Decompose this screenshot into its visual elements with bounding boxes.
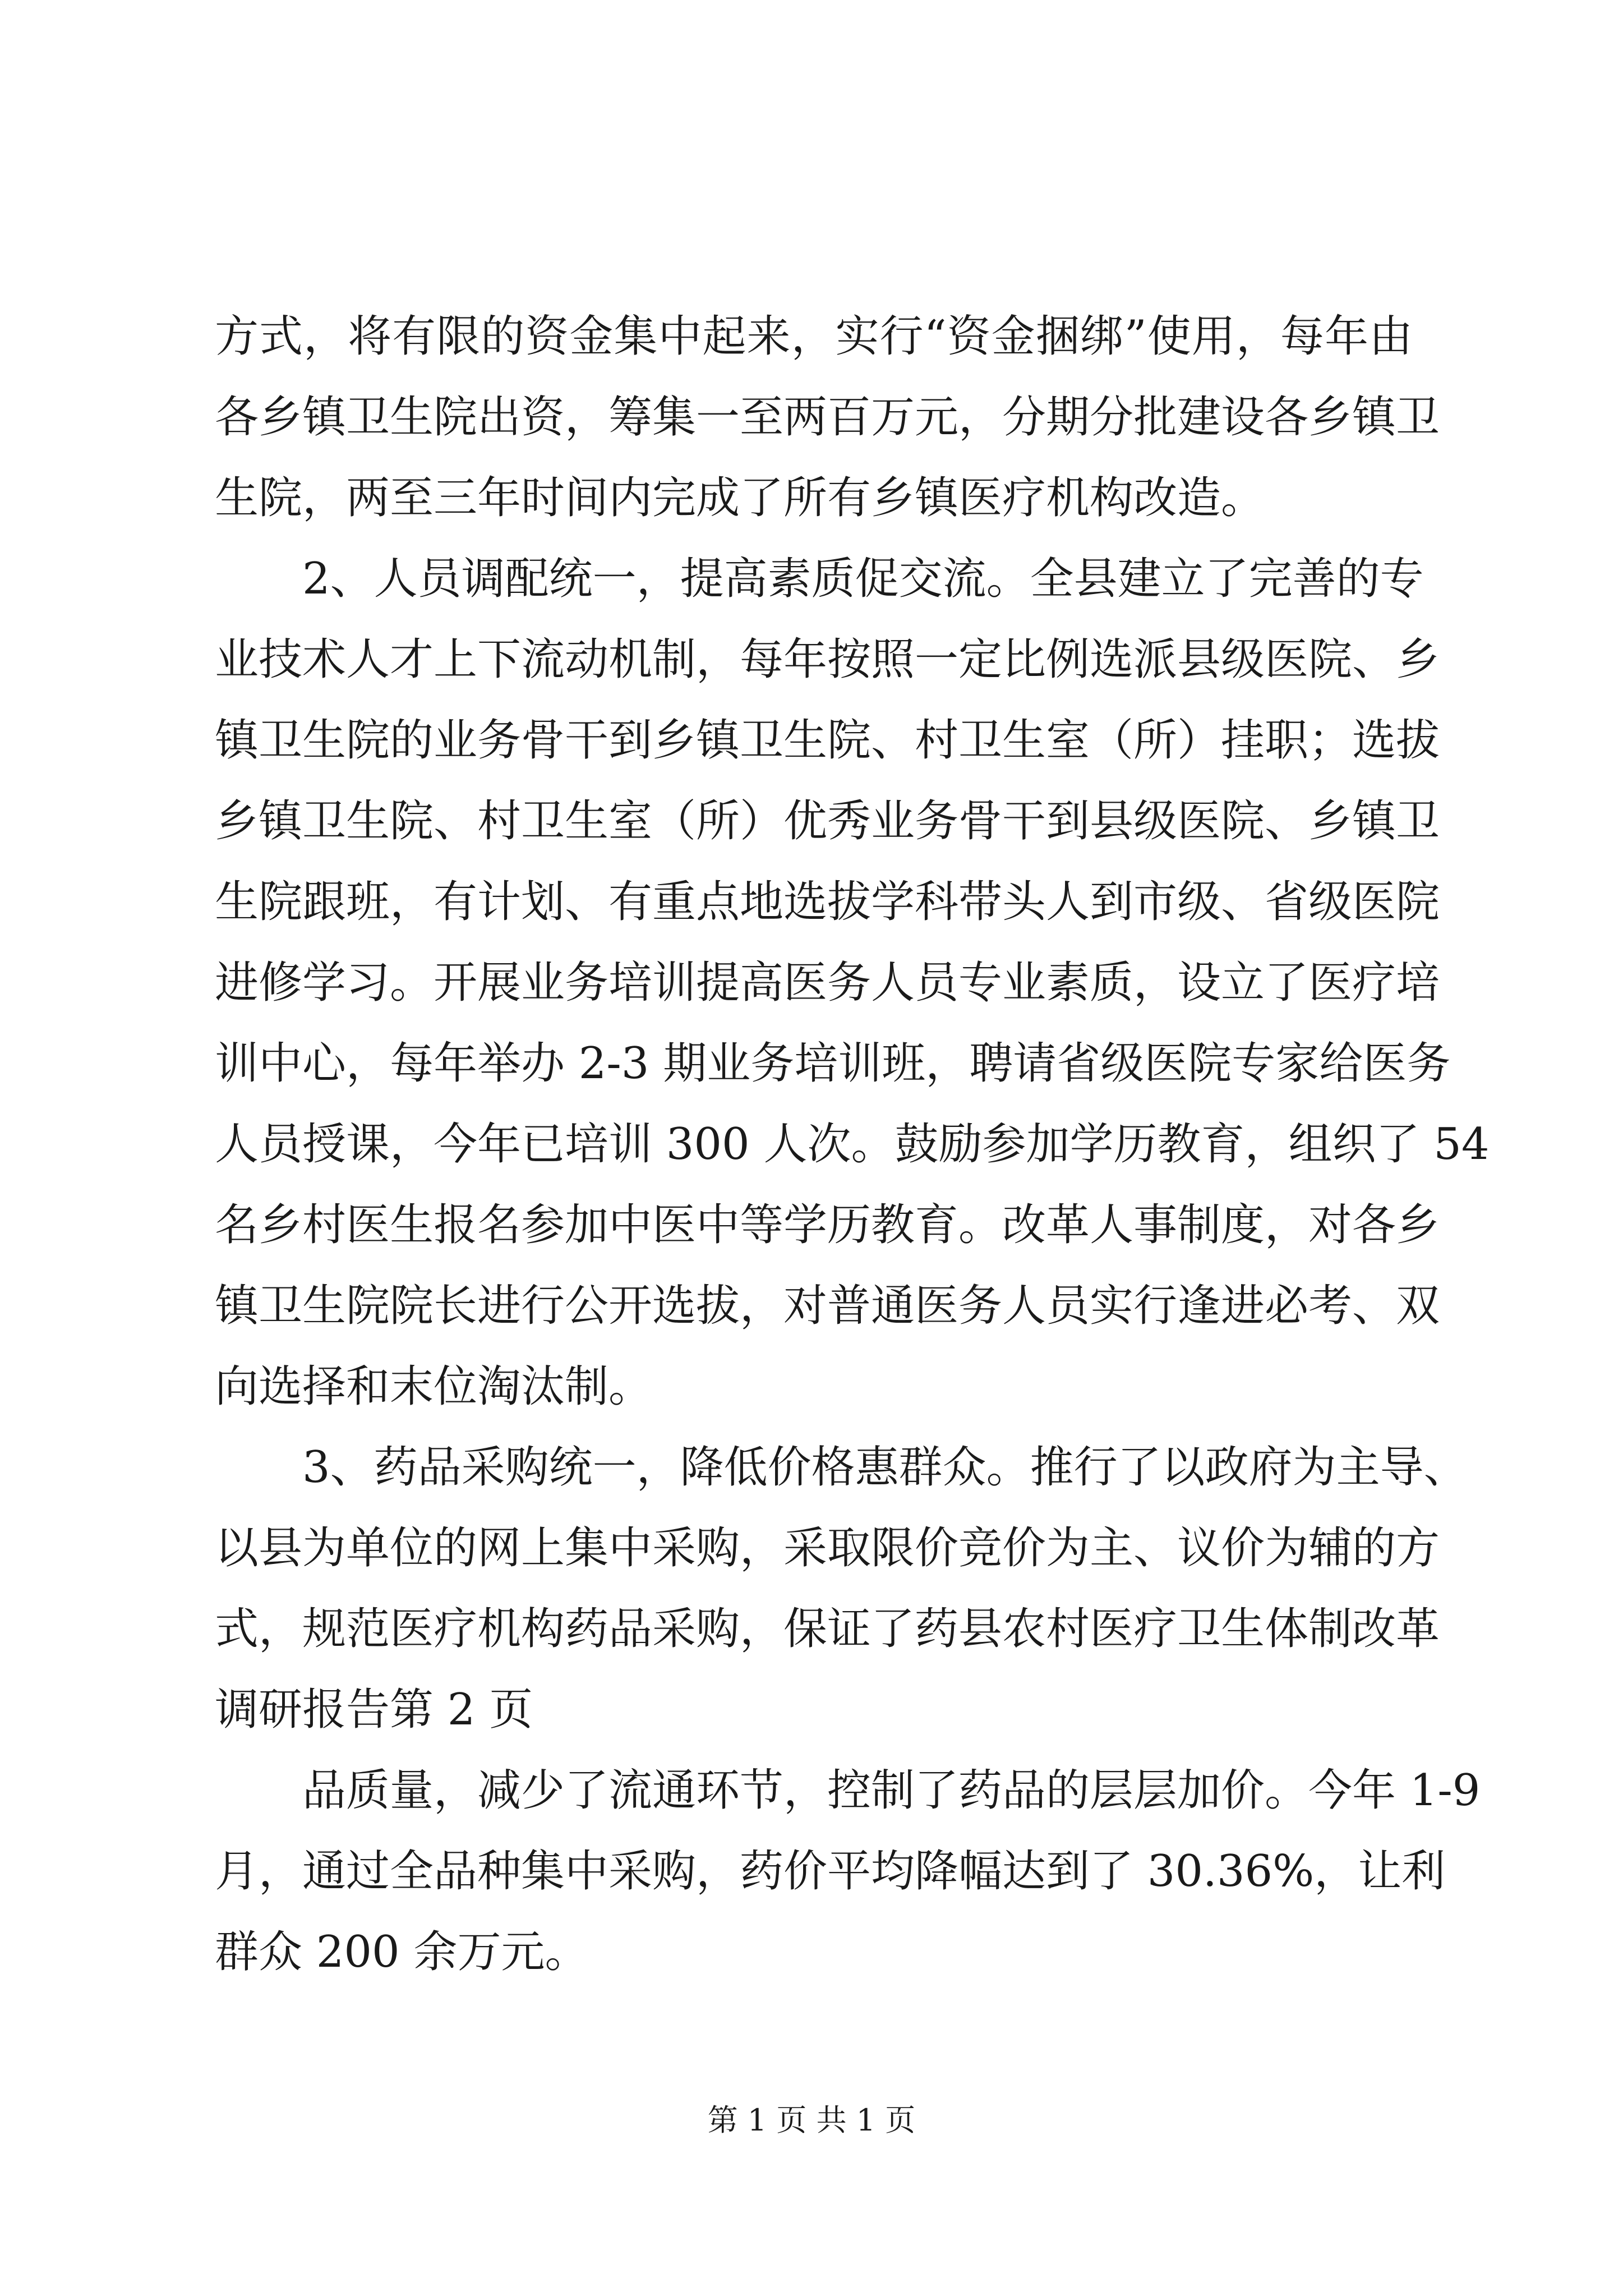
text-line: 群众 200 余万元。 <box>215 1927 589 1977</box>
text-line: 名乡村医生报名参加中医中等学历教育。改革人事制度，对各乡 <box>215 1200 1440 1250</box>
paragraph-3-start: 3、药品采购统一，降低价格惠群众。推行了以政府为主导、 <box>302 1442 1468 1493</box>
page-break-marker: 调研报告第 2 页 <box>215 1685 533 1735</box>
text-line: 进修学习。开展业务培训提高医务人员专业素质，设立了医疗培 <box>215 958 1440 1008</box>
text-line: 乡镇卫生院、村卫生室（所）优秀业务骨干到县级医院、乡镇卫 <box>215 796 1440 846</box>
text-line: 镇卫生院的业务骨干到乡镇卫生院、村卫生室（所）挂职；选拔 <box>215 715 1440 766</box>
text-line: 各乡镇卫生院出资，筹集一至两百万元，分期分批建设各乡镇卫 <box>215 392 1440 443</box>
text-line: 业技术人才上下流动机制，每年按照一定比例选派县级医院、乡 <box>215 634 1440 685</box>
document-body <box>215 296 1490 1993</box>
text-line: 镇卫生院院长进行公开选拔，对普通医务人员实行逢进必考、双 <box>215 1281 1440 1331</box>
text-line: 式，规范医疗机构药品采购，保证了药县农村医疗卫生体制改革 <box>215 1604 1440 1654</box>
paragraph-2-start: 2、人员调配统一，提高素质促交流。全县建立了完善的专 <box>302 554 1424 604</box>
page-footer: 第 1 页 共 1 页 <box>707 2102 916 2138</box>
text-line: 向选择和末位淘汰制。 <box>215 1361 653 1412</box>
text-line: 方式，将有限的资金集中起来，实行“资金捆绑”使用，每年由 <box>215 311 1413 362</box>
text-line: 月，通过全品种集中采购，药价平均降幅达到了 30.36%，让利 <box>215 1846 1446 1897</box>
text-line: 训中心，每年举办 2-3 期业务培训班，聘请省级医院专家给医务 <box>215 1038 1451 1089</box>
text-line: 生院，两至三年时间内完成了所有乡镇医疗机构改造。 <box>215 473 1265 523</box>
text-line: 人员授课，今年已培训 300 人次。鼓励参加学历教育，组织了 54 <box>215 1119 1490 1170</box>
paragraph-continuation: 品质量，减少了流通环节，控制了药品的层层加价。今年 1-9 <box>302 1765 1481 1816</box>
text-line: 以县为单位的网上集中采购，采取限价竞价为主、议价为辅的方 <box>215 1523 1440 1573</box>
text-line: 生院跟班，有计划、有重点地选拔学科带头人到市级、省级医院 <box>215 877 1440 927</box>
